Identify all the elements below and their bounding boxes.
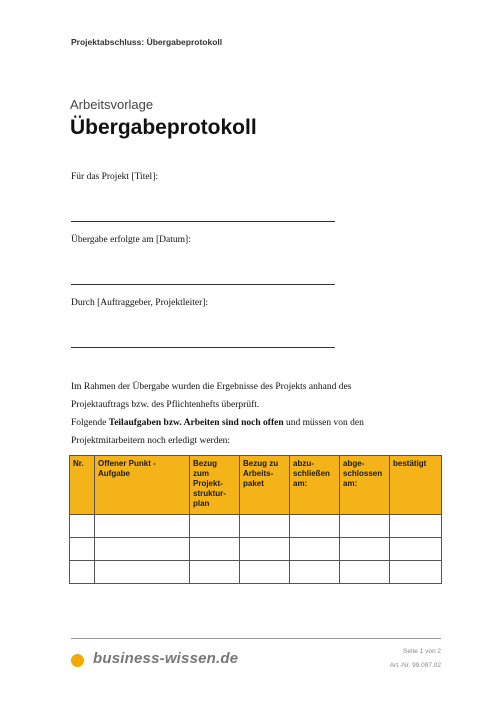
table-cell[interactable]: [95, 538, 190, 561]
table-cell[interactable]: [340, 515, 390, 538]
logo-dot-icon: [71, 654, 84, 667]
table-cell[interactable]: [70, 515, 95, 538]
table-cell[interactable]: [190, 538, 240, 561]
field-line-date[interactable]: [71, 284, 335, 285]
field-line-project[interactable]: [71, 221, 335, 222]
table-cell[interactable]: [70, 561, 95, 584]
header-title: Projektabschluss: Übergabeprotokoll: [71, 37, 223, 47]
document-title: Übergabeprotokoll: [70, 116, 257, 139]
table-cell[interactable]: [290, 561, 340, 584]
footer-divider: [71, 638, 441, 639]
table-cell[interactable]: [290, 515, 340, 538]
table-cell[interactable]: [190, 561, 240, 584]
table-cell[interactable]: [240, 561, 290, 584]
table-cell[interactable]: [340, 538, 390, 561]
table-cell[interactable]: [95, 561, 190, 584]
field-line-by[interactable]: [71, 347, 335, 348]
open-tasks-table: [69, 455, 442, 584]
footer-logo[interactable]: business-wissen.de: [93, 650, 239, 667]
table-cell[interactable]: [390, 538, 442, 561]
open-tasks-emphasis: Teilaufgaben bzw. Arbeiten sind noch offen: [108, 418, 284, 428]
article-number: Art.-Nr. 99.087.02: [389, 662, 441, 669]
table-row: [70, 538, 442, 561]
table-cell[interactable]: [190, 515, 240, 538]
column-header-confirmed: bestätigt: [390, 456, 442, 515]
table-cell[interactable]: [290, 538, 340, 561]
column-header-number: Nr.: [70, 456, 95, 515]
page-number: Seite 1 von 2: [403, 648, 441, 655]
column-header-psp-reference: Bezug zum Projekt- struktur- plan: [190, 456, 240, 515]
open-tasks-paragraph: [71, 414, 371, 450]
open-tasks-prefix: Folgende: [71, 418, 109, 428]
table-cell[interactable]: [240, 538, 290, 561]
table-cell[interactable]: [95, 515, 190, 538]
document-kicker: Arbeitsvorlage: [70, 97, 154, 112]
column-header-open-item: Offener Punkt - Aufgabe: [95, 456, 190, 515]
field-label-by: Durch [Auftraggeber, Projektleiter]:: [71, 298, 209, 308]
table-cell[interactable]: [240, 515, 290, 538]
column-header-due-date: abzu- schließen am:: [290, 456, 340, 515]
field-label-date: Übergabe erfolgte am [Datum]:: [71, 235, 191, 245]
table-cell[interactable]: [340, 561, 390, 584]
table-cell[interactable]: [390, 561, 442, 584]
field-label-project: Für das Projekt [Titel]:: [71, 172, 158, 182]
open-tasks-suffix: und müssen von den Projektmitarbeitern noch erledigt werden:: [71, 418, 364, 446]
table-header-row: [70, 456, 442, 515]
table-cell[interactable]: [390, 515, 442, 538]
table-row: [70, 515, 442, 538]
column-header-completed-date: abge- schlossen am:: [340, 456, 390, 515]
table-cell[interactable]: [70, 538, 95, 561]
table-row: [70, 561, 442, 584]
column-header-work-package: Bezug zu Arbeits- paket: [240, 456, 290, 515]
intro-paragraph: Im Rahmen der Übergabe wurden die Ergebnisse des Projekts anhand des Projektauftrags bzw. des Pflichtenhefts überprüft.: [71, 382, 352, 410]
